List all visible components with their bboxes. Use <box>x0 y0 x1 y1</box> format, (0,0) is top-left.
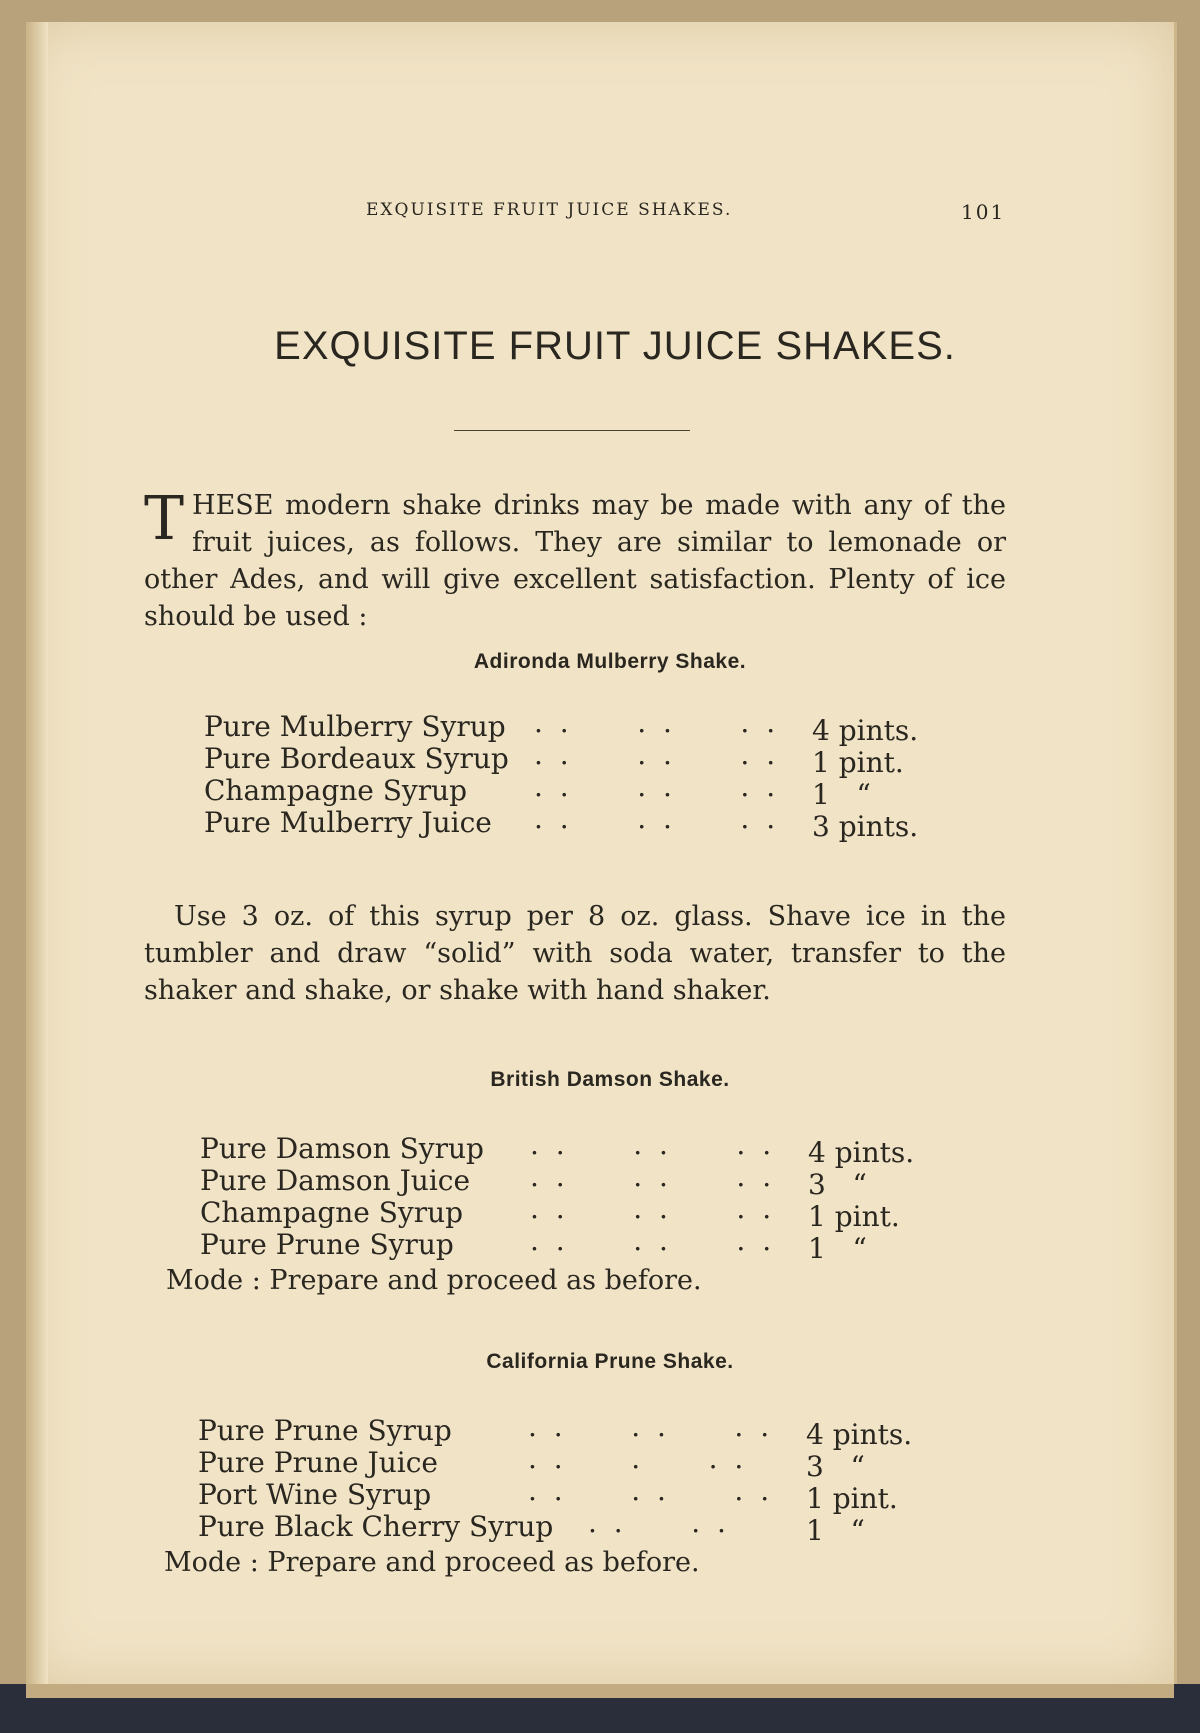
intro-text: HESE modern shake drinks may be made with any of the fruit juices, as follows. They are similar to lemonade or other Ades, and will give excellent satisfaction. Plenty of ice should be used : <box>144 490 1006 632</box>
recipe-title-california: California Prune Shake. <box>486 1350 734 1373</box>
book-bottom-edge <box>0 1684 1200 1733</box>
leader-dots: . . . . <box>588 1506 730 1539</box>
leader-dots: . . . . . . <box>534 802 780 835</box>
ingredient-qty: 3 “ <box>808 1168 867 1201</box>
ingredient-qty: 4 pints. <box>808 1136 915 1169</box>
recipe-note-california: Mode : Prepare and proceed as before. <box>164 1547 700 1578</box>
ingredient-name: Pure Prune Juice <box>198 1446 438 1479</box>
ingredient-name: Port Wine Syrup <box>198 1478 432 1511</box>
ingredient-row <box>204 802 964 843</box>
recipe-title-adironda: Adironda Mulberry Shake. <box>473 650 747 673</box>
page-title: EXQUISITE FRUIT JUICE SHAKES. <box>274 324 956 368</box>
leader-dots: . . . . . . <box>530 1224 776 1257</box>
running-head: EXQUISITE FRUIT JUICE SHAKES. <box>366 200 733 220</box>
book-page <box>26 22 1177 1684</box>
drop-cap: T <box>144 484 185 554</box>
ingredient-list-british <box>200 1128 960 1265</box>
ingredient-name: Pure Black Cherry Syrup <box>198 1510 554 1543</box>
ingredient-qty: 1 pint. <box>808 1200 900 1233</box>
recipe-note-british: Mode : Prepare and proceed as before. <box>166 1265 702 1296</box>
ingredient-name: Pure Prune Syrup <box>198 1414 452 1447</box>
ingredient-name: Pure Damson Syrup <box>200 1132 484 1165</box>
leader-dots: . . . . . . <box>528 1474 774 1507</box>
page-gutter <box>26 22 48 1684</box>
ingredient-name: Pure Damson Juice <box>200 1164 471 1197</box>
leader-dots: . . . . . . <box>534 770 780 803</box>
ingredient-qty: 1 pint. <box>812 746 904 779</box>
ingredient-qty: 1 “ <box>806 1514 865 1547</box>
ingredient-name: Pure Bordeaux Syrup <box>204 742 509 775</box>
ingredient-qty: 4 pints. <box>812 714 919 747</box>
ingredient-name: Pure Mulberry Juice <box>204 806 492 839</box>
recipe-title-british: British Damson Shake. <box>490 1068 730 1091</box>
ingredient-qty: 1 “ <box>812 778 871 811</box>
ingredient-row <box>200 1224 960 1265</box>
recipe-note-adironda: Use 3 oz. of this syrup per 8 oz. glass. Shave ice in the tumbler and draw “solid” with soda water, transfer to the shaker and shake, or shake with hand shaker. <box>144 901 1006 1006</box>
ingredient-name: Pure Prune Syrup <box>200 1228 454 1261</box>
ingredient-row <box>198 1506 958 1547</box>
leader-dots: . . . . . . <box>530 1160 776 1193</box>
leader-dots: . . . . . . <box>534 706 780 739</box>
ingredient-qty: 3 “ <box>806 1450 865 1483</box>
ingredient-qty: 3 pints. <box>812 810 919 843</box>
title-rule <box>454 430 690 431</box>
ingredient-name: Champagne Syrup <box>200 1196 464 1229</box>
ingredient-qty: 4 pints. <box>806 1418 913 1451</box>
ingredient-qty: 1 pint. <box>806 1482 898 1515</box>
leader-dots: . . . . . . <box>530 1192 776 1225</box>
ingredient-row <box>198 1474 958 1515</box>
ingredient-qty: 1 “ <box>808 1232 867 1265</box>
ingredient-list-california <box>198 1410 958 1547</box>
leader-dots: . . . . . . <box>528 1410 774 1443</box>
ingredient-name: Champagne Syrup <box>204 774 468 807</box>
intro-paragraph <box>144 484 1006 635</box>
leader-dots: . . . . . <box>528 1442 748 1475</box>
ingredient-name: Pure Mulberry Syrup <box>204 710 506 743</box>
page-number: 101 <box>961 200 1006 224</box>
leader-dots: . . . . . . <box>534 738 780 771</box>
leader-dots: . . . . . . <box>530 1128 776 1161</box>
cover-board <box>26 1684 1174 1698</box>
ingredient-list-adironda <box>204 706 964 843</box>
